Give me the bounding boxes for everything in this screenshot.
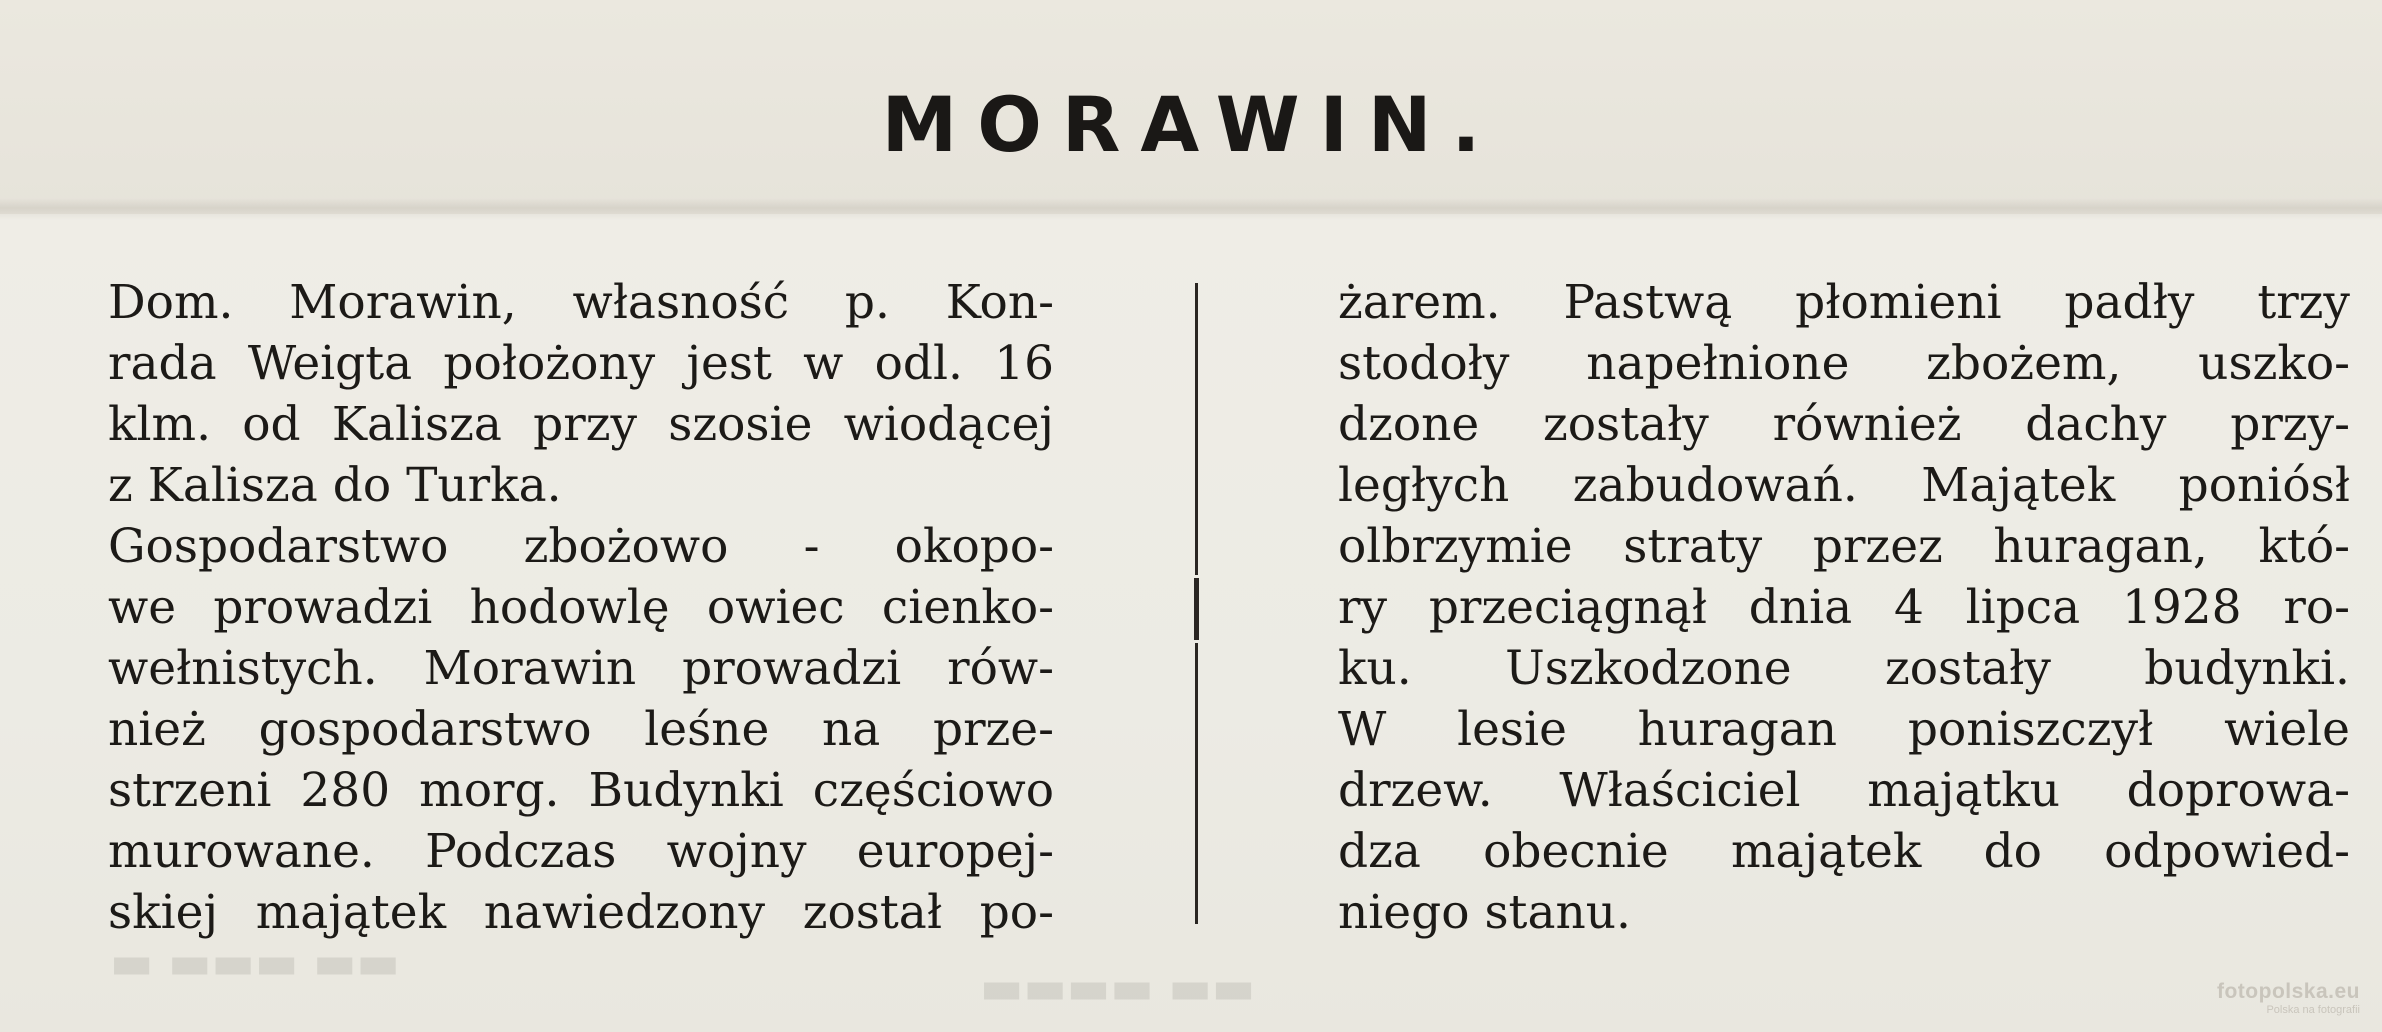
text-line: drzew. Właściciel majątku doprowa- — [1338, 763, 2350, 818]
paper-fold-shadow — [0, 198, 2382, 220]
text-line: niego stanu. — [1338, 885, 1631, 940]
column-divider — [1195, 643, 1198, 924]
article-title: MORAWIN. — [881, 80, 1501, 169]
text-line: dzone zostały również dachy przy- — [1338, 397, 2350, 452]
text-line: stodoły napełnione zbożem, uszko- — [1338, 336, 2350, 391]
show-through-text: ▬▬▬▬ ▬▬ — [980, 960, 1256, 1014]
text-line: wełnistych. Morawin prowadzi rów- — [108, 641, 1054, 696]
text-line: skiej majątek nawiedzony został po- — [108, 885, 1054, 940]
watermark-main: fotopolska.eu — [2216, 980, 2360, 1003]
text-line: murowane. Podczas wojny europej- — [108, 824, 1054, 879]
text-line: dza obecnie majątek do odpowied- — [1338, 824, 2350, 879]
text-line: ry przeciągnął dnia 4 lipca 1928 ro- — [1338, 580, 2350, 635]
text-line: ległych zabudowań. Majątek poniósł — [1338, 458, 2350, 513]
text-line: rada Weigta położony jest w odl. 16 — [108, 336, 1054, 391]
show-through-text: ▬ ▬▬▬ ▬▬ — [110, 935, 401, 989]
text-line: olbrzymie straty przez huragan, któ- — [1338, 519, 2350, 574]
text-line: żarem. Pastwą płomieni padły trzy — [1338, 275, 2350, 330]
right-column — [1338, 272, 2350, 943]
text-line: strzeni 280 morg. Budynki częściowo — [108, 763, 1054, 818]
text-line: W lesie huragan poniszczył wiele — [1338, 702, 2350, 757]
text-line: we prowadzi hodowlę owiec cienko- — [108, 580, 1054, 635]
text-line: z Kalisza do Turka. — [108, 458, 562, 513]
text-line: nież gospodarstwo leśne na prze- — [108, 702, 1054, 757]
column-divider — [1195, 283, 1198, 575]
text-line: ku. Uszkodzone zostały budynki. — [1338, 641, 2350, 696]
text-line: Dom. Morawin, własność p. Kon- — [108, 275, 1054, 330]
column-divider — [1194, 578, 1199, 640]
watermark — [2217, 980, 2360, 1016]
left-column — [108, 272, 1054, 943]
text-line: Gospodarstwo zbożowo - okopo- — [108, 519, 1054, 574]
text-line: klm. od Kalisza przy szosie wiodącej — [108, 397, 1054, 452]
watermark-sub: Polska na fotografii — [2266, 1004, 2360, 1016]
